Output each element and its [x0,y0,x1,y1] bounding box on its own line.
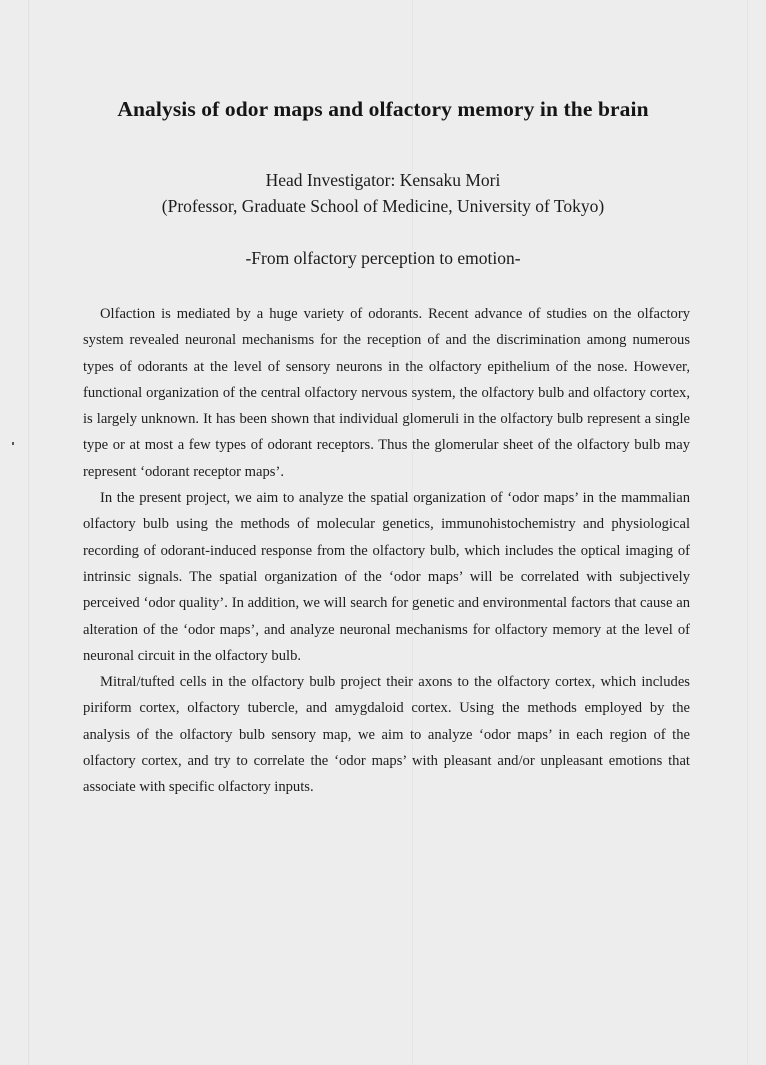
investigator-affiliation: (Professor, Graduate School of Medicine, University of Tokyo) [161,196,605,216]
scan-artifact-line [747,0,748,1065]
document-title: Analysis of odor maps and olfactory memory in the brain [117,97,649,121]
head-investigator: Head Investigator: Kensaku Mori [265,170,501,190]
paragraph-3: Mitral/tufted cells in the olfactory bulb project their axons to the olfactory cortex, which includes piriform cortex, olfactory tubercle, and amygdaloid cortex. Using the methods employed by the analysis of the olfactory bulb sensory map, we aim to analyze ‘odor maps’ in each region of the olfactory cortex, and try to correlate the ‘odor maps’ with pleasant and/or unpleasant emotions that associate with specific olfactory inputs. [83,674,690,796]
scan-speck [12,442,14,445]
scan-artifact-line [28,0,29,1065]
paragraph-1: Olfaction is mediated by a huge variety of odorants. Recent advance of studies on the olfactory system revealed neuronal mechanisms for the reception of and the discrimination among numerous types of odorants at the level of sensory neurons in the olfactory epithelium of the nose. However, functional organization of the central olfactory nervous system, the olfactory bulb and olfactory cortex, is largely unknown. It has been shown that individual glomeruli in the olfactory bulb represent a single type or at most a few types of odorant receptors. Thus the glomerular sheet of the olfactory bulb may represent ‘odorant receptor maps’. [83,306,690,480]
document-subtitle: -From olfactory perception to emotion- [245,248,521,268]
paragraph-2: In the present project, we aim to analyze the spatial organization of ‘odor maps’ in the mammalian olfactory bulb using the methods of molecular genetics, immunohistochemistry and physiological recording of odorant-induced response from the olfactory bulb, which includes the optical imaging of intrinsic signals. The spatial organization of the ‘odor maps’ will be correlated with subjectively perceived ‘odor quality’. In addition, we will search for genetic and environmental factors that cause an alteration of the ‘odor maps’, and analyze neuronal mechanisms for olfactory memory at the level of neuronal circuit in the olfactory bulb. [83,490,690,664]
document-body [83,301,690,801]
